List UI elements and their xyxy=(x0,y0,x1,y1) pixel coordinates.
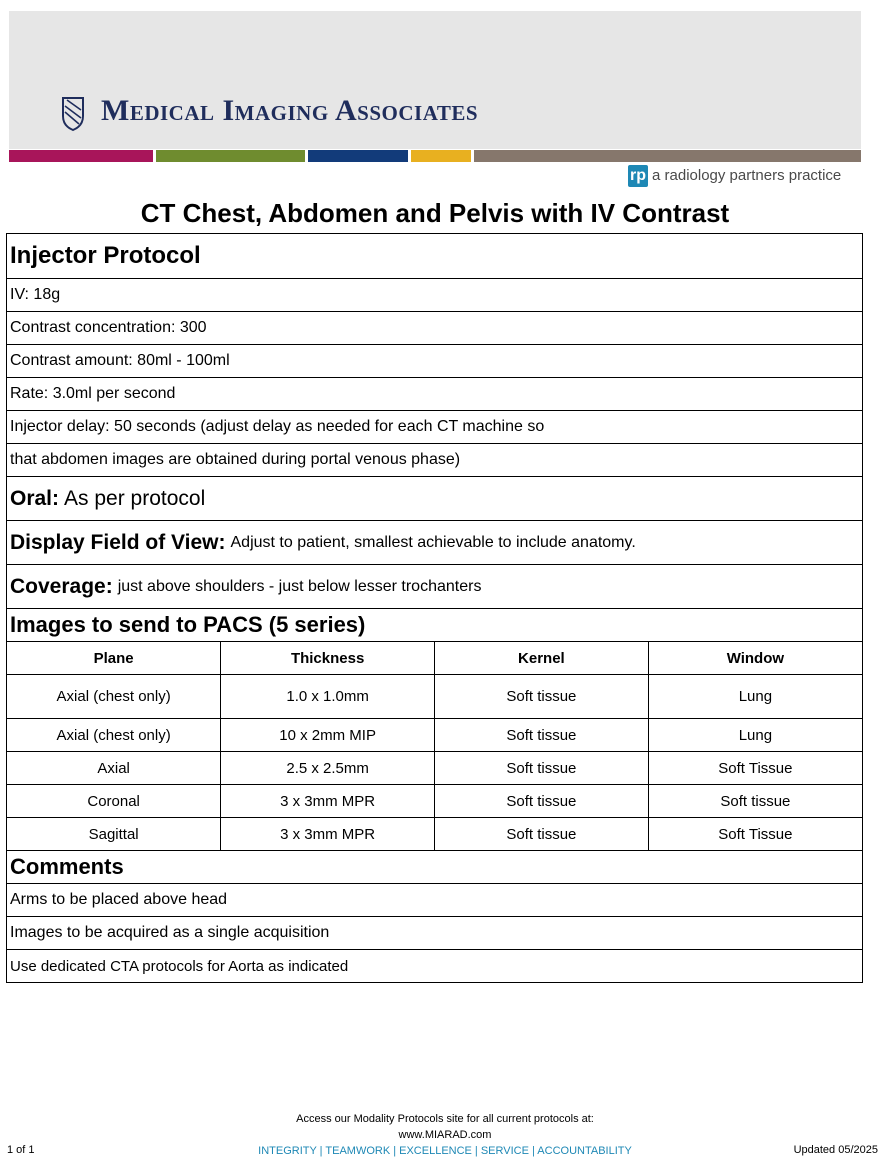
comments-heading: Comments xyxy=(7,851,862,884)
comment-line: Images to be acquired as a single acquisition xyxy=(7,917,862,950)
col-window: Window xyxy=(648,642,862,675)
rp-logo-icon: rp xyxy=(628,165,648,187)
cell-window: Soft Tissue xyxy=(648,752,862,785)
stripe-5 xyxy=(474,150,861,162)
cell-window: Soft tissue xyxy=(648,785,862,818)
injector-delay-cont: that abdomen images are obtained during portal venous phase) xyxy=(7,444,862,477)
shield-logo-icon xyxy=(61,96,85,132)
cell-thickness: 3 x 3mm MPR xyxy=(221,785,435,818)
cell-thickness: 3 x 3mm MPR xyxy=(221,818,435,851)
injector-delay: Injector delay: 50 seconds (adjust delay as needed for each CT machine so xyxy=(7,411,862,444)
col-kernel: Kernel xyxy=(435,642,649,675)
footer-values: INTEGRITY | TEAMWORK | EXCELLENCE | SERVICE | ACCOUNTABILITY xyxy=(258,1145,632,1157)
cell-plane: Axial (chest only) xyxy=(7,719,221,752)
pacs-table xyxy=(7,642,862,851)
dfov-label: Display Field of View: xyxy=(10,530,226,554)
injector-heading: Injector Protocol xyxy=(7,234,862,279)
pacs-heading: Images to send to PACS (5 series) xyxy=(7,609,862,642)
injector-iv: IV: 18g xyxy=(7,279,862,312)
injector-concentration: Contrast concentration: 300 xyxy=(7,312,862,345)
tagline: a radiology partners practice xyxy=(652,167,842,184)
oral-value: As per protocol xyxy=(64,486,206,510)
header-banner xyxy=(9,11,861,149)
stripe-3 xyxy=(308,150,408,162)
col-thickness: Thickness xyxy=(221,642,435,675)
cell-plane: Sagittal xyxy=(7,818,221,851)
page-number: 1 of 1 xyxy=(7,1144,35,1156)
cell-kernel: Soft tissue xyxy=(435,818,649,851)
col-plane: Plane xyxy=(7,642,221,675)
footer-url[interactable]: www.MIARAD.com xyxy=(398,1129,492,1141)
table-row xyxy=(7,719,862,752)
cell-kernel: Soft tissue xyxy=(435,675,649,719)
cell-kernel: Soft tissue xyxy=(435,785,649,818)
table-header-row xyxy=(7,642,862,675)
oral-label: Oral: xyxy=(10,486,60,510)
comment-line: Use dedicated CTA protocols for Aorta as indicated xyxy=(7,950,862,983)
table-row xyxy=(7,785,862,818)
stripe-4 xyxy=(411,150,471,162)
cell-thickness: 10 x 2mm MIP xyxy=(221,719,435,752)
cell-kernel: Soft tissue xyxy=(435,719,649,752)
footer-access-note: Access our Modality Protocols site for all current protocols at: xyxy=(296,1113,594,1125)
dfov-row xyxy=(7,521,862,565)
stripe-1 xyxy=(9,150,153,162)
cell-thickness: 2.5 x 2.5mm xyxy=(221,752,435,785)
cell-plane: Coronal xyxy=(7,785,221,818)
coverage-row xyxy=(7,565,862,609)
cell-window: Lung xyxy=(648,719,862,752)
cell-plane: Axial xyxy=(7,752,221,785)
stripe-2 xyxy=(156,150,305,162)
cell-kernel: Soft tissue xyxy=(435,752,649,785)
cell-plane: Axial (chest only) xyxy=(7,675,221,719)
coverage-value: just above shoulders - just below lesser trochanters xyxy=(117,577,482,595)
table-row xyxy=(7,675,862,719)
injector-rate: Rate: 3.0ml per second xyxy=(7,378,862,411)
table-row xyxy=(7,752,862,785)
cell-window: Lung xyxy=(648,675,862,719)
coverage-label: Coverage: xyxy=(10,574,113,598)
table-row xyxy=(7,818,862,851)
protocol-box xyxy=(6,233,863,983)
updated-date: Updated 05/2025 xyxy=(793,1144,878,1156)
cell-window: Soft Tissue xyxy=(648,818,862,851)
dfov-value: Adjust to patient, smallest achievable to include anatomy. xyxy=(230,533,636,551)
brand-name: Medical Imaging Associates xyxy=(101,94,479,127)
oral-row xyxy=(7,477,862,521)
injector-amount: Contrast amount: 80ml - 100ml xyxy=(7,345,862,378)
comment-line: Arms to be placed above head xyxy=(7,884,862,917)
cell-thickness: 1.0 x 1.0mm xyxy=(221,675,435,719)
page-title: CT Chest, Abdomen and Pelvis with IV Contrast xyxy=(140,198,730,228)
